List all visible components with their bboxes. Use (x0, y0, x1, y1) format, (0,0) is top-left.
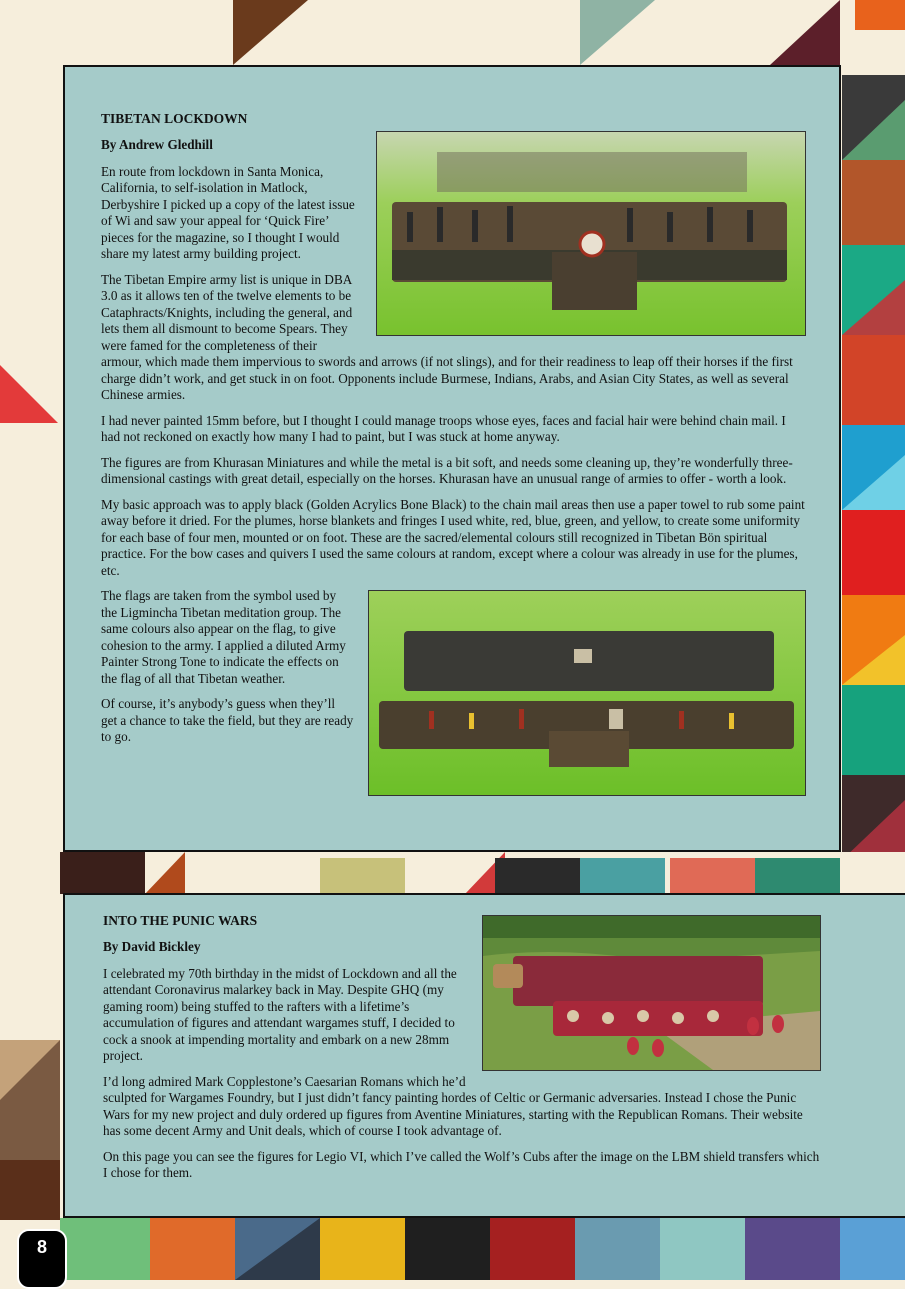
article-1-byline: By Andrew Gledhill (101, 137, 213, 152)
article-1-paragraph: The figures are from Khurasan Miniatures and while the metal is a bit soft, and needs some cleaning up, they’re wonderfully three-dimensional castings with great detail, especially on the horses. Khurasan have an unusual range of armies to offer - worth a look. (101, 454, 793, 486)
article-2-byline: By David Bickley (103, 939, 201, 954)
article-1-paragraph: The Tibetan Empire army list is unique in DBA 3.0 as it allows ten of the twelve elements to be Cataphracts/Knights, including the general, and lets them all dismount to become Spears. They were famed for the completeness of their armour, which made them impervious to swords and arrows (if not slings), and for their readiness to leap off their horses if the first charge didn’t work, and get stuck in on foot. Opponents include Burmese, Indians, Arabs, and Asian City States, as well as several Chinese armies. (101, 271, 793, 402)
article-2-paragraph: On this page you can see the figures for Legio VI, which I’ve called the Wolf’s Cubs after the image on the LBM shield transfers which I chose for them. (103, 1148, 820, 1180)
article-1-title: TIBETAN LOCKDOWN (101, 111, 248, 126)
article-1-paragraph: Of course, it’s anybody’s guess when they’ll get a chance to take the field, but they are ready to go. (101, 696, 354, 744)
article-tibetan-lockdown (63, 65, 841, 852)
article-1-paragraph: En route from lockdown in Santa Monica, California, to self-isolation in Matlock, Derbyshire I picked up a copy of the latest issue of Wi and saw your appeal for ‘Quick Fire’ pieces for the magazine, so I thought I would share my latest army building project. (101, 163, 355, 261)
article-punic-wars (63, 893, 905, 1218)
article-2-paragraph: I celebrated my 70th birthday in the midst of Lockdown and all the attendant Coronavirus malarkey back in May. Despite GHQ (my gaming room) being stuffed to the rafters with a lifetime’s accumulation of figures and attendant wargames stuff, I decided to cock a snook at impending mortality and embark on a new 28mm project. (103, 965, 457, 1063)
article-2-paragraph: I’d long admired Mark Copplestone’s Caesarian Romans which he’d sculpted for Wargames Foundry, but I just didn’t fancy painting hordes of Celtic or Germanic adversaries. Instead I chose the Punic Wars for my new project and duly ordered up figures from Aventine Miniatures, starting with the Republican Romans. Their website has some decent Army and Unit deals, which of course I took advantage of. (103, 1073, 803, 1138)
article-1-paragraph: I had never painted 15mm before, but I thought I could manage troops whose eyes, faces and facial hair were behind chain mail. I had not reckoned on exactly how many I had to paint, but I was stuck at home anyway. (101, 412, 786, 444)
article-1-paragraph: The flags are taken from the symbol used by the Ligmincha Tibetan meditation group. The same colours also appear on the flag, to give cohesion to the army. I applied a diluted Army Painter Strong Tone to indicate the effects on the flag of all that Tibetan weather. (101, 588, 346, 686)
photo-tibetan-cavalry (376, 131, 806, 336)
article-2-title: INTO THE PUNIC WARS (103, 913, 258, 928)
photo-roman-legion (482, 915, 821, 1071)
page-number: 8 (17, 1229, 67, 1289)
article-1-paragraph: My basic approach was to apply black (Golden Acrylics Bone Black) to the chain mail areas then use a paper towel to rub some paint away before it dried. For the plumes, horse blankets and fringes I used white, red, blue, green, and yellow, to create some uniformity for each base of four men, mounted or on foot. These are the sacred/elemental colours still recognized in Tibetan Bön spiritual practice. For the bow cases and quivers I used the same colours at random, except where a colour was already in use for the plumes, etc. (101, 496, 805, 578)
photo-tibetan-infantry (368, 590, 806, 796)
